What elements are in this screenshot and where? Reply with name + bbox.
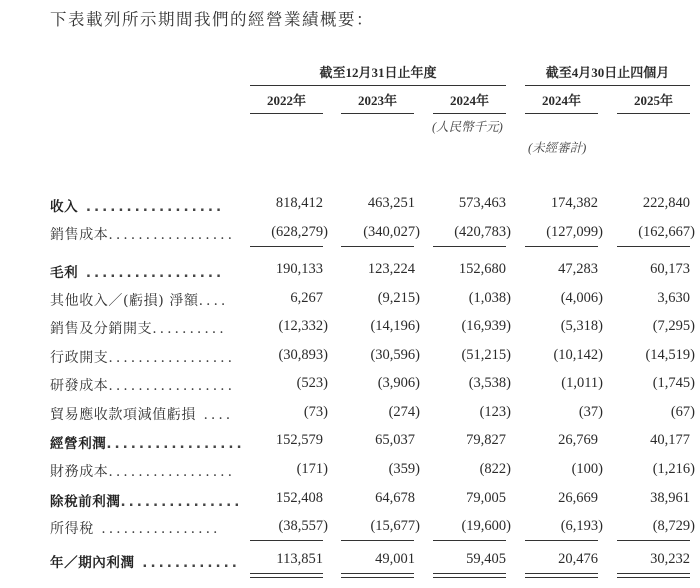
cell-value: (3,906): [377, 375, 420, 391]
total-double-rule: [341, 573, 414, 578]
row-label: [50, 551, 240, 571]
unit-note: (人民幣千元): [432, 120, 503, 134]
leader-dots: ....: [198, 293, 229, 309]
cell-value: (14,519): [645, 347, 695, 363]
subtotal-rule: [250, 540, 323, 541]
cell-value: (1,745): [652, 375, 695, 391]
leader-dots: ....: [196, 407, 234, 423]
row-label: [50, 461, 235, 481]
cell-value: (19,600): [461, 518, 511, 534]
row-label-text: 其他收入／(虧損) 淨額: [50, 293, 199, 309]
table-row: [0, 347, 700, 369]
unaudited-note: (未經審計): [528, 141, 587, 155]
cell-value: 38,961: [650, 490, 690, 506]
row-label: [50, 375, 235, 395]
subtotal-rule: [433, 246, 506, 247]
cell-value: (30,893): [278, 347, 328, 363]
year-header: 2024年: [525, 90, 598, 114]
cell-value: 190,133: [275, 261, 323, 277]
cell-value: 152,408: [275, 490, 323, 506]
table-row: [0, 261, 700, 283]
cell-value: 40,177: [650, 432, 690, 448]
row-label-text: 收入: [50, 199, 79, 215]
leader-dots: .................: [106, 436, 245, 452]
cell-value: 49,001: [375, 551, 415, 567]
leader-dots: ................: [93, 521, 221, 537]
cell-value: (67): [670, 404, 695, 420]
total-double-rule: [250, 573, 323, 578]
table-row: [0, 318, 700, 340]
table-row: [0, 432, 700, 454]
subtotal-rule: [525, 540, 598, 541]
intro-text: 下表載列所示期間我們的經營業績概要：: [50, 10, 374, 29]
row-label: [50, 404, 233, 424]
cell-value: 59,405: [466, 551, 506, 567]
cell-value: 64,678: [375, 490, 415, 506]
table-row: [0, 518, 700, 540]
leader-dots: .................: [108, 227, 236, 243]
cell-value: 573,463: [458, 195, 506, 211]
row-label: [50, 347, 235, 367]
cell-value: (123): [479, 404, 511, 420]
row-label: [50, 518, 220, 538]
subtotal-rule: [250, 246, 323, 247]
year-header: 2025年: [617, 90, 690, 114]
cell-value: 152,680: [458, 261, 506, 277]
group-header-fiscal-year: 截至12月31日止年度: [250, 62, 506, 86]
cell-value: (127,099): [546, 224, 603, 240]
cell-value: (7,295): [652, 318, 695, 334]
cell-value: (171): [296, 461, 328, 477]
year-header: 2023年: [341, 90, 414, 114]
row-label-text: 毛利: [50, 265, 79, 281]
cell-value: 113,851: [276, 551, 323, 567]
subtotal-rule: [617, 540, 690, 541]
cell-value: 79,827: [466, 432, 506, 448]
cell-value: 20,476: [558, 551, 598, 567]
cell-value: 222,840: [642, 195, 690, 211]
cell-value: (420,783): [454, 224, 511, 240]
cell-value: 30,232: [650, 551, 690, 567]
cell-value: (14,196): [370, 318, 420, 334]
cell-value: (37): [578, 404, 603, 420]
leader-dots: .................: [78, 265, 225, 281]
row-label-text: 研發成本: [50, 378, 109, 394]
row-label-text: 除稅前利潤: [50, 494, 121, 510]
cell-value: (51,215): [461, 347, 511, 363]
cell-value: (3,538): [468, 375, 511, 391]
row-label: [50, 261, 224, 281]
cell-value: (100): [571, 461, 603, 477]
year-header: 2022年: [250, 90, 323, 114]
cell-value: (16,939): [461, 318, 511, 334]
cell-value: 3,630: [657, 290, 690, 306]
subtotal-rule: [525, 246, 598, 247]
total-double-rule: [433, 573, 506, 578]
cell-value: 26,669: [558, 490, 598, 506]
cell-value: 174,382: [550, 195, 598, 211]
cell-value: 6,267: [290, 290, 323, 306]
leader-dots: .................: [108, 350, 236, 366]
cell-value: (8,729): [652, 518, 695, 534]
cell-value: (274): [388, 404, 420, 420]
total-double-rule: [617, 573, 690, 578]
row-label-text: 銷售及分銷開支: [50, 321, 153, 337]
row-label-text: 貿易應收款項減值虧損: [50, 407, 196, 423]
cell-value: 47,283: [558, 261, 598, 277]
table-row: [0, 375, 700, 397]
cell-value: (1,011): [561, 375, 603, 391]
table-row: [0, 224, 700, 246]
group-header-four-months: 截至4月30日止四個月: [525, 62, 690, 86]
cell-value: (1,216): [652, 461, 695, 477]
row-label: [50, 224, 235, 244]
table-row: [0, 404, 700, 426]
row-label: [50, 490, 242, 510]
cell-value: 65,037: [375, 432, 415, 448]
cell-value: (12,332): [278, 318, 328, 334]
row-label: [50, 318, 227, 338]
row-label-text: 銷售成本: [50, 227, 109, 243]
leader-dots: ..........: [152, 321, 227, 337]
cell-value: (359): [388, 461, 420, 477]
cell-value: (5,318): [560, 318, 603, 334]
row-label: [50, 195, 224, 215]
cell-value: (162,667): [638, 224, 695, 240]
total-double-rule: [525, 573, 598, 578]
cell-value: (1,038): [468, 290, 511, 306]
cell-value: (4,006): [560, 290, 603, 306]
cell-value: (9,215): [377, 290, 420, 306]
cell-value: (822): [479, 461, 511, 477]
cell-value: (628,279): [271, 224, 328, 240]
cell-value: (340,027): [363, 224, 420, 240]
leader-dots: .................: [78, 199, 225, 215]
leader-dots: .................: [108, 464, 236, 480]
cell-value: (6,193): [560, 518, 603, 534]
subtotal-rule: [341, 540, 414, 541]
subtotal-rule: [341, 246, 414, 247]
cell-value: 123,224: [367, 261, 415, 277]
row-label-text: 財務成本: [50, 464, 109, 480]
table-row: [0, 551, 700, 573]
cell-value: (30,596): [370, 347, 420, 363]
table-row: [0, 290, 700, 312]
subtotal-rule: [617, 246, 690, 247]
subtotal-rule: [433, 540, 506, 541]
leader-dots: .................: [108, 378, 236, 394]
cell-value: (10,142): [553, 347, 603, 363]
cell-value: 818,412: [275, 195, 323, 211]
leader-dots: ...............: [120, 494, 243, 510]
table-row: [0, 490, 700, 512]
cell-value: (15,677): [370, 518, 420, 534]
cell-value: 463,251: [367, 195, 415, 211]
cell-value: 79,005: [466, 490, 506, 506]
row-label-text: 年／期內利潤: [50, 555, 135, 571]
cell-value: (38,557): [278, 518, 328, 534]
cell-value: 60,173: [650, 261, 690, 277]
cell-value: 26,769: [558, 432, 598, 448]
row-label-text: 經營利潤: [50, 436, 107, 452]
leader-dots: ............: [134, 555, 240, 571]
year-header: 2024年: [433, 90, 506, 114]
row-label: [50, 290, 228, 310]
row-label-text: 所得稅: [50, 521, 94, 537]
cell-value: (523): [296, 375, 328, 391]
row-label-text: 行政開支: [50, 350, 109, 366]
row-label: [50, 432, 245, 452]
cell-value: (73): [303, 404, 328, 420]
table-row: [0, 195, 700, 217]
table-row: [0, 461, 700, 483]
cell-value: 152,579: [275, 432, 323, 448]
